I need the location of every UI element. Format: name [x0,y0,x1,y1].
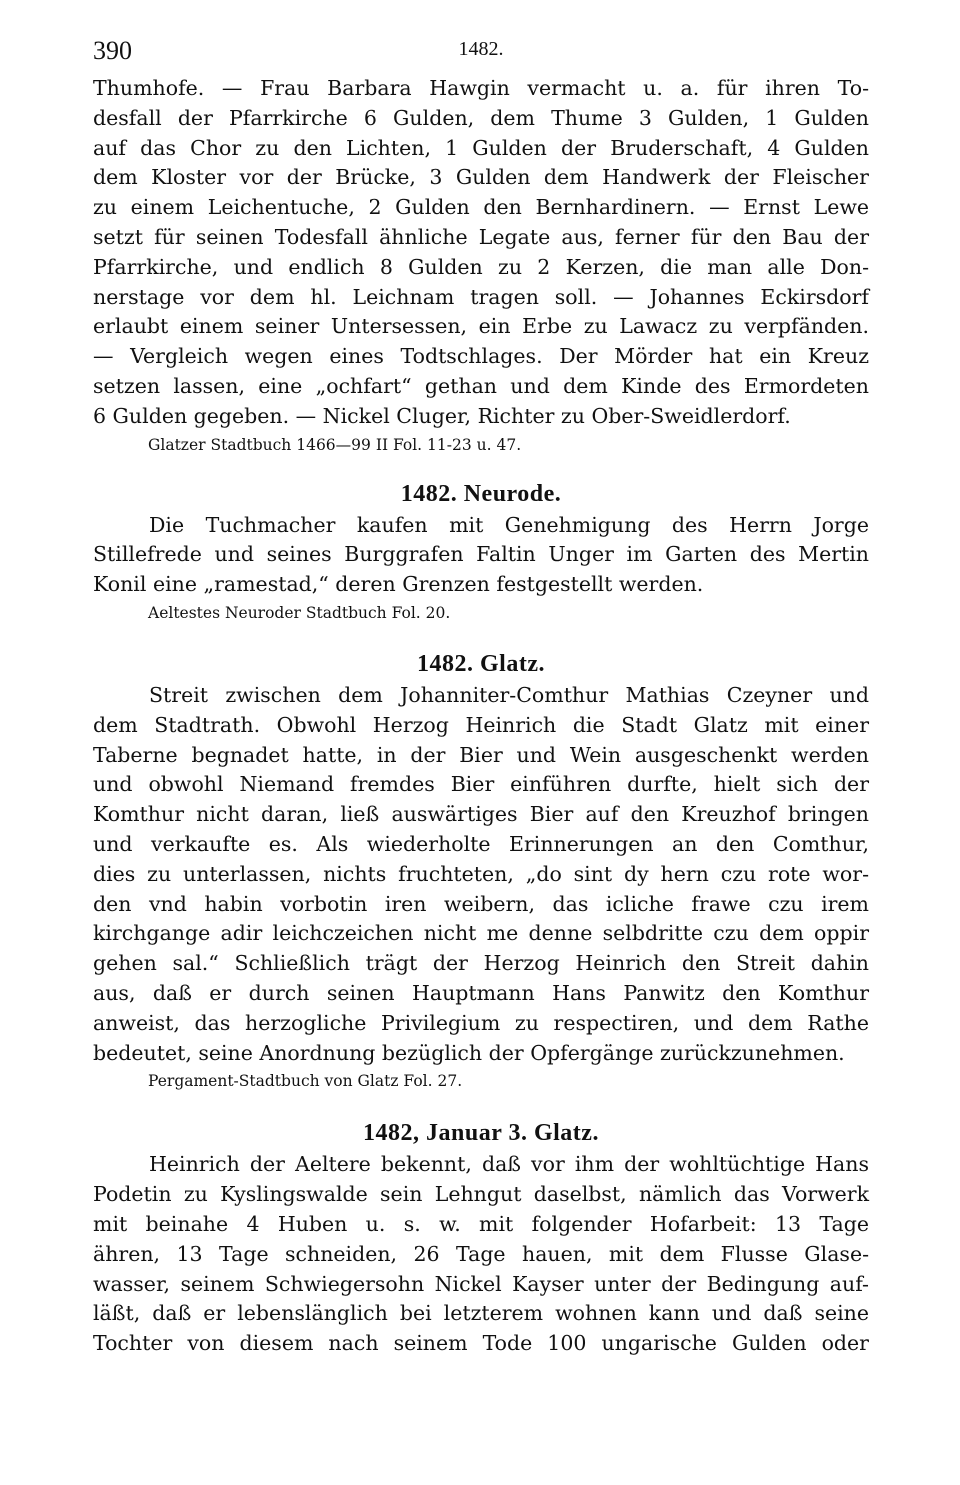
text-line: 6 Gulden gegeben. — Nickel Cluger, Richter zu Ober-Sweidlerdorf. [93,403,791,428]
entry-continuation [93,74,869,458]
entry-heading: 1482. Neurode. [400,480,562,507]
text-line: anweist, das herzogliche Privilegium zu respectiren, und dem Rathe [93,1010,869,1035]
text-line: setzen lassen, eine „ochfart“ gethan und dem Kinde des Ermordeten [93,373,869,398]
text-line: Stillefrede und seines Burggrafen Faltin Unger im Garten des Mertin [93,542,869,567]
entry-paragraph [93,74,869,432]
entry-paragraph [93,681,869,1068]
page-number: 390 [93,36,132,65]
source-citation: Glatzer Stadtbuch 1466—99 II Fol. 11-23 u. 47. [148,435,522,454]
source-citation: Pergament-Stadtbuch von Glatz Fol. 27. [148,1072,463,1091]
text-line: den vnd habin vorbotin iren weibern, das icliche frawe czu irem [93,891,869,916]
text-line: ähren, 13 Tage schneiden, 26 Tage hauen, mit dem Flusse Glase- [93,1241,869,1266]
entry-paragraph [93,511,869,600]
text-line: aus, daß er durch seinen Hauptmann Hans Panwitz den Komthur [93,980,869,1005]
text-line: wasser, seinem Schwiegersohn Nickel Kayser unter der Bedingung auf- [93,1271,869,1296]
text-line: mit beinahe 4 Huben u. s. w. mit folgender Hofarbeit: 13 Tage [93,1211,869,1236]
text-line: Streit zwischen dem Johanniter-Comthur Mathias Czeyner und [149,682,869,707]
text-line: dies zu unterlassen, nichts fruchteten, „do sint dy hern czu rote wor- [93,861,869,886]
running-head: 1482. [458,38,504,60]
text-line: Konil eine „ramestad,“ deren Grenzen festgestellt werden. [93,572,704,597]
entry-heading: 1482, Januar 3. Glatz. [363,1120,599,1147]
text-line: läßt, daß er lebenslänglich bei letzterem wohnen kann und daß seine [93,1301,869,1326]
text-line: desfall der Pfarrkirche 6 Gulden, dem Thume 3 Gulden, 1 Gulden [93,105,869,130]
text-line: Die Tuchmacher kaufen mit Genehmigung des Herrn Jorge [149,512,869,537]
text-line: kirchgange adir leichczeichen nicht me denne selbdritte czu dem oppir [93,921,869,946]
text-line: setzt für seinen Todesfall ähnliche Legate aus, ferner für den Bau der [93,224,869,249]
text-line: dem Kloster vor der Brücke, 3 Gulden dem Handwerk der Fleischer [93,165,869,190]
page-header [93,34,869,74]
text-line: zu einem Leichentuche, 2 Gulden den Bernhardinern. — Ernst Lewe [93,195,869,220]
text-line: bedeutet, seine Anordnung bezüglich der Opfergänge zurückzunehmen. [93,1040,845,1065]
text-line: und obwohl Niemand fremdes Bier einführen durfte, hielt sich der [93,772,869,797]
document-page [93,34,869,1359]
text-line: gehen sal.“ Schließlich trägt der Herzog Heinrich den Streit dahin [93,951,869,976]
entry-paragraph [93,1150,869,1359]
entry-glatz [93,647,869,1094]
text-line: Tochter von diesem nach seinem Tode 100 ungarische Gulden oder [93,1331,869,1356]
text-line: erlaubt einem seiner Untersessen, ein Erbe zu Lawacz zu verpfänden. [93,314,869,339]
text-line: Heinrich der Aeltere bekennt, daß vor ihm der wohltüchtige Hans [149,1152,869,1177]
text-line: Thumhofe. — Frau Barbara Hawgin vermacht u. a. für ihren To- [93,76,869,100]
text-line: Pfarrkirche, und endlich 8 Gulden zu 2 Kerzen, die man alle Don- [93,254,869,279]
text-line: Komthur nicht daran, ließ auswärtiges Bier auf den Kreuzhof bringen [93,802,869,827]
text-line: nerstage vor dem hl. Leichnam tragen soll. — Johannes Eckirsdorf [93,284,869,309]
entry-heading: 1482. Glatz. [417,650,545,677]
entry-glatz-januar [93,1116,869,1359]
entry-neurode [93,477,869,626]
text-line: auf das Chor zu den Lichten, 1 Gulden der Bruderschaft, 4 Gulden [93,135,869,160]
text-line: dem Stadtrath. Obwohl Herzog Heinrich die Stadt Glatz mit einer [93,712,869,737]
source-citation: Aeltestes Neuroder Stadtbuch Fol. 20. [148,603,451,622]
text-line: — Vergleich wegen eines Todtschlages. Der Mörder hat ein Kreuz [93,344,869,369]
text-line: Taberne begnadet hatte, in der Bier und Wein ausgeschenkt werden [93,742,869,767]
text-line: und verkaufte es. Als wiederholte Erinnerungen an den Comthur, [93,831,869,856]
text-line: Podetin zu Kyslingswalde sein Lehngut daselbst, nämlich das Vorwerk [93,1182,869,1207]
